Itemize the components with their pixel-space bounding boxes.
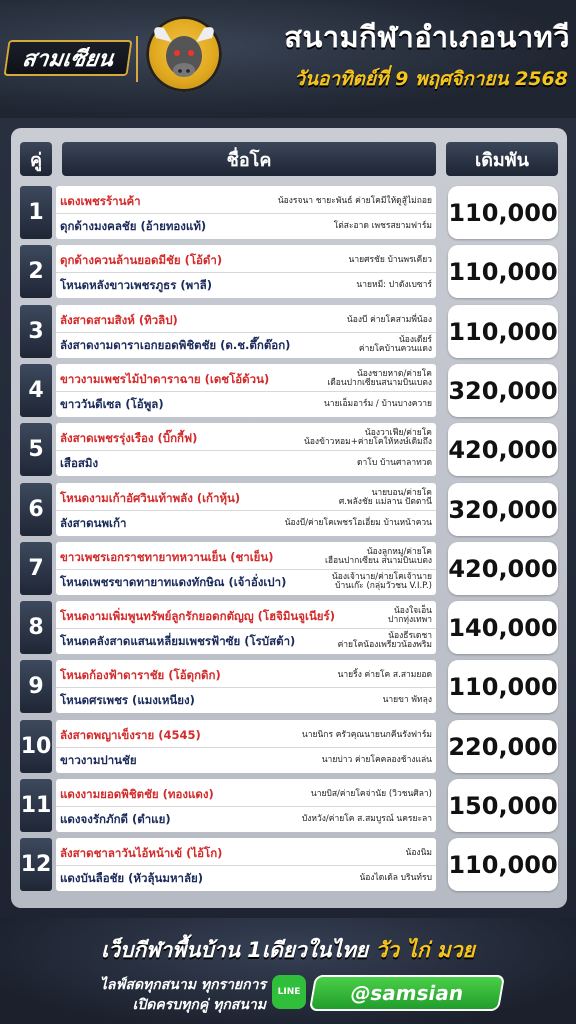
cock-line-bottom: [56, 332, 436, 357]
cock-name-blue-corner: ลังสาดงามดาราเอกยอดพิชิตชัย (ด.ช.ตึ๊กต๊อก): [60, 338, 291, 352]
col-header-name: ชื่อโค: [62, 142, 436, 176]
owner-name: น้องนิม: [405, 847, 432, 858]
cock-name-blue-corner: ดุกด้างมงคลชัย (อ้ายทองแท้): [60, 219, 207, 233]
cock-line-bottom: [56, 687, 436, 712]
match-row: [20, 542, 560, 595]
logo-divider: [136, 36, 138, 82]
owner-camp: ค่ายโคน้องเพรียวน้องพริม: [337, 640, 432, 650]
cock-line-top: [56, 841, 436, 865]
match-row: [20, 364, 560, 417]
owner-name: น้องบี ค่ายโคสามพี่น้อง: [346, 314, 432, 325]
pair-names: [56, 186, 436, 239]
owner-camp: ค่ายโคบ้านควนแดง: [358, 344, 432, 354]
pair-number: 3: [20, 305, 52, 358]
owner-info: [285, 511, 432, 535]
cock-name-red-corner: ลังสาดสามสิงห์ (ทิวลิป): [60, 313, 178, 327]
cock-name-red-corner: ลังสาดเพชรรุ่งเรือง (บิ๊กกี้ฟ): [60, 431, 198, 445]
pair-number: 1: [20, 186, 52, 239]
owner-camp: น้องข้าวหอม+ค่ายโคให้หงษ์เดิมถึง: [304, 437, 432, 447]
bet-amount: 140,000: [448, 601, 558, 654]
footer-slogan: [10, 934, 566, 967]
cock-name-blue-corner: โหนดคลังสาดแสนเหลี่ยมเพชรฟ้าซัย (โรบัสต้า): [60, 634, 296, 648]
owner-info: [359, 866, 432, 890]
cock-name-blue-corner: ขาววันดีเซล (โอ้พูล): [60, 397, 164, 411]
owner-name: น้องบี/ค่ายโคเพชรโอเอี่ยม บ้านหน้าควน: [284, 517, 432, 528]
bull-mascot-icon: [146, 16, 222, 92]
owner-info: [338, 663, 432, 687]
owner-name: นายริ้ง ค่ายโค ส.สามยอด: [337, 669, 432, 680]
cock-name-red-corner: โหนดงามเพิ่มพูนทรัพย์ลูกรักยอดกตัญญู (โฮจิมินจูเนียร์): [60, 609, 335, 623]
owner-info: [324, 392, 432, 416]
owner-info: [339, 486, 432, 510]
owner-name: นายขา พัทลุง: [382, 694, 432, 705]
match-row: [20, 245, 560, 298]
cock-name-red-corner: แดงงามยอดพิชิตชัย (ทองแดง): [60, 787, 214, 801]
owner-info: [311, 782, 432, 806]
cock-name-blue-corner: แดงจงรักภักดี (ตำแย): [60, 812, 171, 826]
cock-line-top: [56, 367, 436, 391]
cock-line-top: [56, 486, 436, 510]
cock-line-bottom: [56, 450, 436, 475]
cock-name-red-corner: ขาวงามเพชรไม้ป่าดาราฉาย (เดชโอ้ด้วน): [60, 372, 270, 386]
owner-name: ดาโบ บ้านศาลาทวด: [357, 457, 432, 468]
owner-name: น้องไดเด้ล บรินท์รบ: [359, 872, 432, 883]
match-row: [20, 838, 560, 891]
cock-name-blue-corner: โหนดศรเพชร (แมงเหนียง): [60, 693, 195, 707]
pair-names: [56, 542, 436, 595]
bet-amount: 320,000: [448, 364, 558, 417]
slogan-main: เว็บกีฬาพื้นบ้าน 1เดียวในไทย: [101, 938, 369, 962]
bet-amount: 110,000: [448, 305, 558, 358]
pair-number: 12: [20, 838, 52, 891]
event-date: วันอาทิตย์ที่ 9 พฤศจิกายน 2568: [294, 68, 568, 90]
match-row: [20, 483, 560, 536]
cock-line-bottom: [56, 806, 436, 831]
owner-info: [302, 723, 432, 747]
match-row: [20, 779, 560, 832]
pair-names: [56, 364, 436, 417]
owner-info: [388, 604, 432, 628]
pair-names: [56, 245, 436, 298]
cock-line-bottom: [56, 747, 436, 772]
bet-amount: 420,000: [448, 423, 558, 476]
owner-name: น้องชายหาด/ค่ายโค: [356, 369, 432, 379]
cock-line-bottom: [56, 510, 436, 535]
owner-info: [334, 214, 432, 238]
pair-number: 11: [20, 779, 52, 832]
brand-logo: สามเซียน: [3, 40, 132, 76]
cock-line-top: [56, 723, 436, 747]
owner-name: น้องใจเอ็น: [393, 606, 432, 616]
bet-amount: 110,000: [448, 660, 558, 713]
owner-info: [359, 333, 432, 357]
cock-name-red-corner: แดงเพชรร้านค้า: [60, 194, 141, 208]
owner-camp: ศ.พลังชัย แม่ลาน ปัตตานี: [338, 497, 432, 507]
owner-info: [383, 688, 432, 712]
pair-number: 8: [20, 601, 52, 654]
owner-camp: เฮือนปากเซียน สนามบินเบตง: [324, 556, 432, 566]
col-header-bet: เดิมพัน: [446, 142, 558, 176]
header: [0, 0, 576, 118]
cock-line-bottom: [56, 213, 436, 238]
line-id-button[interactable]: @samsian: [309, 975, 505, 1011]
pair-names: [56, 660, 436, 713]
pair-number: 10: [20, 720, 52, 773]
owner-info: [338, 629, 432, 653]
pair-names: [56, 720, 436, 773]
pair-number: 4: [20, 364, 52, 417]
pair-names: [56, 601, 436, 654]
cock-name-blue-corner: ลังสาดนพเก้า: [60, 516, 127, 530]
owner-info: [356, 273, 432, 297]
line-app-icon[interactable]: LINE: [272, 975, 306, 1009]
match-row: [20, 601, 560, 654]
bet-amount: 110,000: [448, 186, 558, 239]
bet-amount: 110,000: [448, 245, 558, 298]
cock-line-top: [56, 189, 436, 213]
pair-number: 5: [20, 423, 52, 476]
pair-names: [56, 779, 436, 832]
owner-name: น้องลูกหมู/ค่ายโค: [366, 547, 432, 557]
pair-names: [56, 423, 436, 476]
slogan-highlight: วัว ไก่ มวย: [375, 938, 475, 962]
owner-name: น้องเจ้านาย/ค่ายโคเจ้านาย: [331, 572, 432, 582]
cock-line-top: [56, 426, 436, 450]
cock-line-top: [56, 782, 436, 806]
pair-names: [56, 838, 436, 891]
owner-name: นายนิกร ครัวคุณนายนกคีนรังฟาร์ม: [301, 729, 432, 740]
owner-info: [325, 545, 432, 569]
col-header-pair: คู่: [20, 142, 52, 176]
cock-line-bottom: [56, 391, 436, 416]
cock-name-blue-corner: เสือสมิง: [60, 456, 99, 470]
owner-info: [304, 426, 432, 450]
cock-line-bottom: [56, 272, 436, 297]
owner-info: [332, 570, 432, 594]
cock-name-red-corner: โหนดก้องฟ้าดาราชัย (โอ้ดุกดิก): [60, 668, 221, 682]
owner-name: นายบอน/ค่ายโค: [371, 488, 432, 498]
cock-line-top: [56, 604, 436, 628]
owner-name: นายบิส/ค่ายโคจ่านัย (วิวชนศิลา): [310, 788, 432, 799]
cock-line-top: [56, 308, 436, 332]
owner-info: [357, 451, 432, 475]
match-row: [20, 423, 560, 476]
match-row: [20, 660, 560, 713]
owner-info: [278, 189, 432, 213]
bet-amount: 150,000: [448, 779, 558, 832]
owner-name: บังหวัง/ค่ายโค ส.สมบูรณ์ นครยะลา: [301, 813, 432, 824]
owner-name: นายศรชัย บ้านพรเคียว: [348, 254, 432, 265]
owner-name: โต่สะอาด เพชรสยามฟาร์ม: [333, 220, 432, 231]
cock-line-top: [56, 545, 436, 569]
owner-info: [349, 248, 432, 272]
cock-line-bottom: [56, 865, 436, 890]
cock-name-red-corner: โหนดงามเก้าอัศวินเท้าพลัง (เก้าหุ้น): [60, 491, 241, 505]
owner-info: [406, 841, 432, 865]
owner-info: [322, 748, 432, 772]
cock-line-top: [56, 248, 436, 272]
owner-info: [347, 308, 432, 332]
match-row: [20, 305, 560, 358]
cock-name-blue-corner: โหนดหลังขาวเพชรภูธร (พาลี): [60, 278, 212, 292]
pair-number: 6: [20, 483, 52, 536]
owner-info: [327, 367, 432, 391]
bet-amount: 320,000: [448, 483, 558, 536]
bet-amount: 220,000: [448, 720, 558, 773]
owner-camp: ปากทุ่งเทพา: [388, 615, 432, 625]
owner-name: น้องเดียร์: [398, 335, 432, 345]
owner-info: [302, 807, 432, 831]
cock-name-blue-corner: ขาวงามปานชัย: [60, 753, 137, 767]
owner-name: น้องรจนา ชายะพันธ์ ค่ายโคมีให้ดูสู้ไม่ถอย: [277, 195, 432, 206]
match-row: [20, 186, 560, 239]
page-title: สนามกีฬาอำเภอนาทวี: [284, 20, 570, 54]
bet-amount: 110,000: [448, 838, 558, 891]
cock-line-top: [56, 663, 436, 687]
cock-name-red-corner: ขาวเพชรเอกราชทายาทหวานเย็น (ชาเย็น): [60, 550, 274, 564]
pair-number: 9: [20, 660, 52, 713]
pair-number: 7: [20, 542, 52, 595]
pair-names: [56, 483, 436, 536]
owner-name: น้องธีรเดชา: [388, 631, 432, 641]
match-row: [20, 720, 560, 773]
bet-amount: 420,000: [448, 542, 558, 595]
cock-name-red-corner: ดุกด้างควนล้านยอดมีชัย (โอ้ดำ): [60, 253, 223, 267]
live-text-2: เปิดครบทุกคู่ ทุกสนาม: [132, 997, 266, 1013]
pair-number: 2: [20, 245, 52, 298]
owner-name: นายบ่าว ค่ายโคคลองช้างแล่น: [321, 754, 432, 765]
cock-line-bottom: [56, 628, 436, 653]
owner-name: นายหมี: ปาดังเบซาร์: [356, 279, 432, 290]
cock-name-blue-corner: แดงบันลือชัย (หัวลุ้นมหาลัย): [60, 871, 204, 885]
owner-camp: เดือนปากเซียนสนามบินเบตง: [327, 378, 432, 388]
owner-name: น้องวาเฟีย/ค่ายโค: [364, 428, 432, 438]
cock-line-bottom: [56, 569, 436, 594]
cock-name-blue-corner: โหนดเพชรขาดทายาทแดงทักษิณ (เจ้าอั่งเปา): [60, 575, 287, 589]
owner-name: นายเอ็มอาร์ม / บ้านบางควาย: [323, 398, 432, 409]
owner-camp: บ้านเก๊ะ (กลุ่มวัวชน V.I.P.): [335, 581, 432, 591]
cock-name-red-corner: ลังสาดพญาเข็งราย (4545): [60, 728, 201, 742]
live-text-1: ไลฟ์สดทุกสนาม ทุกรายการ: [99, 977, 266, 993]
pair-names: [56, 305, 436, 358]
cock-name-red-corner: ลังสาดชาลาวันไอ้หน้าเข้ (ไอ้โก): [60, 846, 223, 860]
